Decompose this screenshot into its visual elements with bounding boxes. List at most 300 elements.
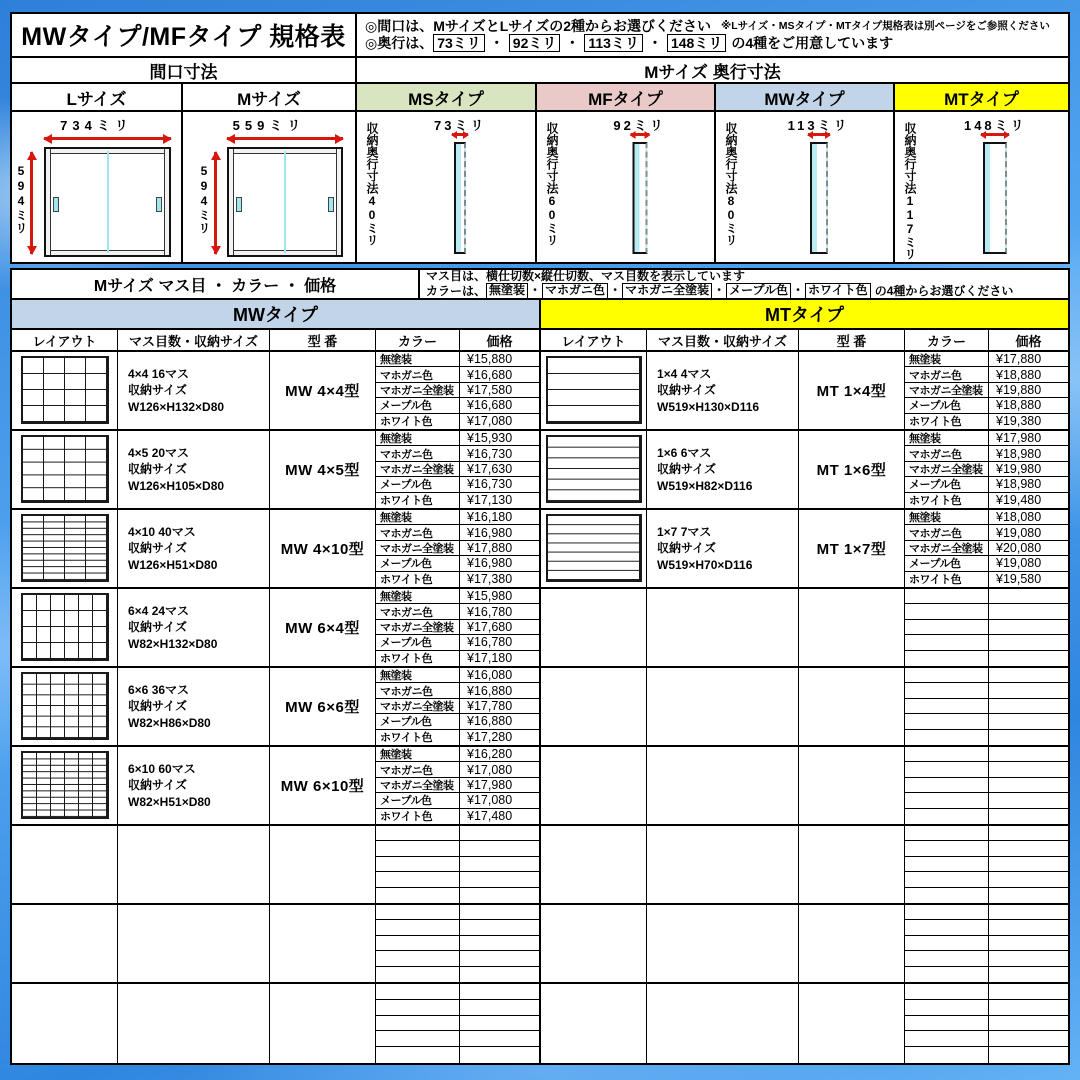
color-cell [376, 920, 460, 935]
color-name: マホガニ全塗装 [380, 543, 454, 555]
price-cell [989, 1000, 1068, 1016]
color-cell [376, 714, 460, 729]
price-cell [989, 414, 1068, 429]
model-number: MW 4×5型 [285, 461, 360, 479]
type-header-mw: MWタイプ [716, 84, 893, 110]
facade-diagram-l [12, 112, 181, 262]
color-name: メープル色 [380, 716, 432, 729]
color-cell [376, 589, 460, 604]
product-block [12, 510, 539, 589]
col-header-layout: レイアウト [12, 330, 118, 350]
model-number: MW 4×4型 [285, 382, 360, 400]
height-arrow [30, 152, 33, 254]
model-cell [799, 905, 905, 982]
price-cell [989, 446, 1068, 461]
col-header-price: 価格 [486, 333, 513, 349]
depth-diagram-mf [537, 112, 714, 262]
layout-diagram [546, 514, 642, 582]
color-cell [376, 809, 460, 824]
size-header-m: Mサイズ [183, 84, 355, 110]
color-name: メープル色 [909, 558, 961, 571]
storage-size-caption: 収納サイズ [128, 541, 188, 556]
storage-size-value: W519×H130×D116 [657, 399, 760, 414]
note-line-2 [365, 34, 1060, 52]
color-cell [376, 841, 460, 856]
price-value: ¥16,880 [467, 683, 513, 698]
col-header-color: カラー [376, 330, 460, 350]
price-value: ¥16,730 [467, 446, 513, 461]
product-blocks-area [12, 352, 1068, 1063]
storage-size-caption: 収納サイズ [657, 383, 717, 398]
cells-size-cell [647, 747, 799, 824]
price-cell [460, 1031, 539, 1047]
cells-count-label: 1×7 7マス [657, 525, 712, 540]
color-name: マホガニ色 [380, 369, 433, 382]
size-header-l: Lサイズ [12, 84, 181, 110]
cells-count-label: 1×6 6マス [657, 446, 712, 461]
price-value: ¥19,580 [996, 572, 1042, 587]
color-cell [376, 493, 460, 508]
layout-diagram [546, 356, 642, 424]
cells-size-cell [647, 510, 799, 587]
cells-size-cell [647, 589, 799, 666]
facade-section-header: 間口寸法 [12, 58, 355, 82]
price-cell [460, 826, 539, 841]
option-separator: ・ [529, 283, 542, 298]
color-name: マホガニ全塗装 [909, 385, 983, 397]
price-cell [460, 510, 539, 525]
price-section-header-row [12, 270, 1068, 300]
col-header-layout: レイアウト [541, 330, 647, 350]
cells-count-label: 6×4 24マス [128, 604, 190, 619]
color-name: ホワイト色 [380, 416, 433, 429]
option-box: 92ミリ [509, 34, 561, 52]
depth-capacity-label: 収納奥行寸法60ミリ [545, 122, 559, 246]
price-value: ¥18,080 [996, 510, 1042, 525]
color-cell [376, 398, 460, 413]
door-divider-line [107, 151, 109, 253]
color-cell [905, 383, 989, 398]
price-cell [460, 1047, 539, 1063]
price-cell [460, 414, 539, 429]
color-cell [905, 431, 989, 446]
price-cell [460, 888, 539, 903]
color-cell [905, 493, 989, 508]
color-cell [905, 1047, 989, 1063]
price-cell [989, 462, 1068, 477]
price-cell [460, 367, 539, 382]
depth-width-arrow [981, 133, 1009, 136]
model-number: MW 4×10型 [280, 540, 365, 558]
color-cell [376, 762, 460, 777]
price-cell [460, 620, 539, 635]
price-cell [460, 841, 539, 856]
depth-capacity-label: 収納奥行寸法40ミリ [365, 122, 379, 246]
option-box: マホガニ色 [542, 283, 608, 299]
option-separator: ・ [792, 283, 805, 298]
cells-size-cell [118, 352, 270, 429]
price-cell [460, 1000, 539, 1016]
color-cell [376, 668, 460, 683]
color-cell [376, 352, 460, 367]
color-cell [376, 525, 460, 540]
price-cell [460, 778, 539, 793]
storage-size-caption: 収納サイズ [128, 620, 188, 635]
color-cell [376, 477, 460, 492]
price-value: ¥16,280 [467, 747, 513, 762]
cells-size-cell [647, 984, 799, 1063]
color-cell [376, 556, 460, 571]
empty-product-block [12, 905, 539, 984]
cells-size-cell [647, 905, 799, 982]
price-value: ¥18,880 [996, 367, 1042, 382]
width-dimension-label: 559ミリ [232, 118, 306, 133]
price-value: ¥17,080 [467, 793, 513, 808]
option-box: 113ミリ [584, 34, 643, 52]
color-name: マホガニ全塗装 [380, 622, 454, 634]
option-box: 148ミリ [667, 34, 726, 52]
price-cell [460, 635, 539, 650]
price-cell [460, 920, 539, 935]
color-cell [905, 905, 989, 920]
storage-size-value: W126×H105×D80 [128, 478, 225, 493]
color-cell [905, 714, 989, 729]
price-cell [460, 793, 539, 808]
product-block [541, 352, 1068, 431]
option-box: ホワイト色 [805, 283, 871, 299]
price-cell [989, 668, 1068, 683]
mw-type-table-body [12, 352, 541, 1063]
depth-diagram-ms [357, 112, 535, 262]
price-value: ¥15,930 [467, 431, 513, 446]
price-cell [989, 589, 1068, 604]
color-cell [905, 984, 989, 1000]
price-value: ¥19,380 [996, 414, 1042, 429]
option-separator: ・ [647, 35, 662, 52]
color-name: メープル色 [380, 637, 432, 650]
product-block [12, 352, 539, 431]
price-value: ¥15,980 [467, 589, 513, 604]
price-value: ¥17,980 [996, 431, 1042, 446]
model-cell [270, 431, 376, 508]
price-cell [989, 920, 1068, 935]
color-name: メープル色 [380, 558, 432, 571]
cabinet-right-rail [164, 149, 169, 255]
price-cell [989, 431, 1068, 446]
color-name: マホガニ色 [909, 369, 962, 382]
layout-diagram [21, 435, 109, 503]
layout-cell [12, 826, 118, 903]
color-name: 無塗装 [380, 749, 412, 762]
color-cell [376, 414, 460, 429]
price-cell [989, 510, 1068, 525]
color-cell [905, 730, 989, 745]
color-name: 無塗装 [909, 512, 941, 525]
storage-size-caption: 収納サイズ [657, 462, 717, 477]
color-cell [376, 367, 460, 382]
band-mw-type: MWタイプ [12, 300, 541, 328]
depth-diagram-mw [716, 112, 893, 262]
price-table [10, 268, 1070, 1065]
price-cell [460, 541, 539, 556]
price-cell [989, 857, 1068, 872]
depth-option-list [433, 34, 726, 52]
option-separator: ・ [609, 283, 622, 298]
color-note-suffix: の4種からお選びください [874, 284, 1014, 298]
color-cell [905, 541, 989, 556]
model-cell [799, 510, 905, 587]
model-cell [270, 826, 376, 903]
layout-cell [541, 826, 647, 903]
price-cell [460, 872, 539, 887]
price-cell [989, 951, 1068, 966]
price-cell [460, 604, 539, 619]
cells-size-cell [118, 747, 270, 824]
price-cell [989, 383, 1068, 398]
depth-capacity-label: 収納奥行寸法80ミリ [724, 122, 738, 246]
color-name: マホガニ色 [380, 606, 433, 619]
color-cell [376, 747, 460, 762]
color-name: 無塗装 [909, 354, 941, 367]
color-cell [376, 984, 460, 1000]
col-header-model: 型 番 [799, 330, 905, 350]
storage-size-value: W82×H86×D80 [128, 715, 211, 730]
color-name: ホワイト色 [380, 495, 433, 508]
option-separator: ・ [489, 35, 504, 52]
color-cell [905, 604, 989, 619]
price-value: ¥20,080 [996, 540, 1042, 555]
model-number: MT 1×4型 [816, 382, 887, 400]
price-value: ¥17,630 [467, 461, 513, 476]
price-cell [989, 714, 1068, 729]
price-value: ¥15,880 [467, 352, 513, 367]
layout-cell [12, 984, 118, 1063]
model-cell [270, 668, 376, 745]
color-cell [905, 920, 989, 935]
price-section-title: Mサイズ マス目 ・ カラー ・ 価格 [12, 270, 420, 298]
color-cell [376, 1047, 460, 1063]
price-value: ¥19,080 [996, 556, 1042, 571]
price-cell [989, 699, 1068, 714]
price-cell [460, 398, 539, 413]
price-cell [989, 572, 1068, 587]
color-name: マホガニ色 [380, 685, 433, 698]
color-name: マホガニ全塗装 [909, 543, 983, 555]
product-block [12, 747, 539, 826]
color-name: マホガニ色 [909, 527, 962, 540]
product-block [541, 510, 1068, 589]
price-value: ¥17,680 [467, 619, 513, 634]
model-cell [799, 668, 905, 745]
price-value: ¥17,880 [996, 352, 1042, 367]
price-cell [989, 905, 1068, 920]
color-cell [905, 462, 989, 477]
price-value: ¥16,780 [467, 604, 513, 619]
col-header-cells-size: マス目数・収納サイズ [118, 330, 270, 350]
option-separator: ・ [713, 283, 726, 298]
price-cell [989, 477, 1068, 492]
page-title: MWタイプ/MFタイプ 規格表 [12, 14, 355, 56]
price-cell [989, 778, 1068, 793]
price-cell [989, 841, 1068, 856]
color-cell [376, 951, 460, 966]
color-name: 無塗装 [380, 433, 412, 446]
top-spec-table [10, 12, 1070, 264]
price-cell [460, 967, 539, 982]
color-name: 無塗装 [380, 670, 412, 683]
band-mt-type: MTタイプ [541, 300, 1068, 328]
depth-width-label: 73ミリ [434, 118, 487, 133]
color-cell [905, 589, 989, 604]
price-value: ¥18,980 [996, 446, 1042, 461]
door-handle-left [53, 197, 59, 212]
color-cell [905, 446, 989, 461]
cells-count-label: 4×5 20マス [128, 446, 190, 461]
model-number: MW 6×4型 [285, 619, 360, 637]
color-cell [376, 699, 460, 714]
price-value: ¥16,730 [467, 477, 513, 492]
price-value: ¥17,480 [467, 809, 513, 824]
color-cell [376, 541, 460, 556]
door-handle-right [328, 197, 334, 212]
color-name: ホワイト色 [380, 811, 433, 824]
color-name: メープル色 [380, 400, 432, 413]
color-cell [376, 446, 460, 461]
product-block [12, 668, 539, 747]
color-name: マホガニ色 [909, 448, 962, 461]
color-name: マホガニ全塗装 [380, 780, 454, 792]
price-cell [460, 431, 539, 446]
price-cell [460, 462, 539, 477]
price-cell [460, 556, 539, 571]
price-cell [460, 984, 539, 1000]
model-cell [270, 984, 376, 1063]
color-cell [905, 668, 989, 683]
model-cell [799, 747, 905, 824]
price-cell [460, 1016, 539, 1032]
masume-note: マス目は、横仕切数×縦仕切数、マス目数を表示しています [426, 268, 746, 283]
color-name: 無塗装 [380, 512, 412, 525]
price-cell [989, 1031, 1068, 1047]
layout-diagram [21, 672, 109, 740]
color-name: ホワイト色 [380, 732, 433, 745]
price-cell [989, 1016, 1068, 1032]
price-value: ¥17,380 [467, 572, 513, 587]
facade-diagram-m [183, 112, 355, 262]
layout-cell [12, 668, 118, 745]
color-name: マホガニ色 [380, 448, 433, 461]
price-value: ¥18,880 [996, 398, 1042, 413]
cells-size-cell [118, 826, 270, 903]
color-name: メープル色 [909, 400, 961, 413]
model-number: MT 1×6型 [816, 461, 887, 479]
price-cell [989, 826, 1068, 841]
color-cell [905, 635, 989, 650]
color-cell [905, 1016, 989, 1032]
price-cell [460, 589, 539, 604]
layout-cell [12, 589, 118, 666]
layout-cell [541, 431, 647, 508]
storage-size-caption: 収納サイズ [128, 778, 188, 793]
color-name: メープル色 [380, 479, 432, 492]
price-value: ¥18,980 [996, 477, 1042, 492]
price-value: ¥17,280 [467, 730, 513, 745]
price-cell [989, 683, 1068, 698]
color-cell [905, 477, 989, 492]
col-header-price: 価格 [1015, 333, 1042, 349]
color-name: 無塗装 [380, 354, 412, 367]
color-cell [376, 826, 460, 841]
price-cell [989, 525, 1068, 540]
layout-cell [541, 905, 647, 982]
layout-cell [541, 984, 647, 1063]
color-cell [376, 730, 460, 745]
cells-count-label: 6×10 60マス [128, 762, 196, 777]
price-cell [989, 651, 1068, 666]
color-note [426, 283, 1062, 299]
model-cell [799, 589, 905, 666]
cabinet-drawing [44, 147, 171, 257]
price-value: ¥17,980 [467, 777, 513, 792]
cells-size-cell [647, 431, 799, 508]
price-value: ¥17,180 [467, 651, 513, 666]
note-frontage: ◎間口は、MサイズとLサイズの2種からお選びください [365, 17, 711, 34]
cells-size-cell [118, 589, 270, 666]
panel-drawing [810, 142, 828, 254]
price-cell [460, 668, 539, 683]
color-name: メープル色 [380, 795, 432, 808]
empty-product-block [541, 984, 1068, 1063]
price-cell [989, 604, 1068, 619]
price-value: ¥16,980 [467, 525, 513, 540]
layout-diagram [546, 435, 642, 503]
color-cell [905, 651, 989, 666]
cells-size-cell [647, 352, 799, 429]
layout-cell [12, 510, 118, 587]
layout-cell [541, 352, 647, 429]
note-depth-prefix: ◎奥行は、 [365, 34, 434, 51]
storage-size-value: W519×H70×D116 [657, 557, 753, 572]
color-cell [376, 936, 460, 951]
layout-cell [541, 510, 647, 587]
price-value: ¥17,080 [467, 762, 513, 777]
color-cell [376, 604, 460, 619]
color-cell [905, 620, 989, 635]
cabinet-left-rail [46, 149, 51, 255]
height-arrow [214, 152, 217, 254]
layout-cell [12, 431, 118, 508]
storage-size-value: W126×H132×D80 [128, 399, 225, 414]
color-cell [376, 383, 460, 398]
empty-product-block [541, 589, 1068, 668]
price-cell [989, 541, 1068, 556]
color-cell [376, 967, 460, 982]
option-box: マホガニ全塗装 [622, 283, 712, 299]
color-cell [905, 747, 989, 762]
cells-size-cell [118, 510, 270, 587]
model-cell [270, 510, 376, 587]
product-block [12, 431, 539, 510]
layout-diagram [21, 514, 109, 582]
price-cell [989, 556, 1068, 571]
panel-drawing [454, 142, 466, 254]
storage-size-value: W82×H132×D80 [128, 636, 218, 651]
color-cell [905, 762, 989, 777]
color-name: 無塗装 [909, 433, 941, 446]
price-value: ¥16,980 [467, 556, 513, 571]
price-cell [460, 951, 539, 966]
layout-cell [12, 905, 118, 982]
